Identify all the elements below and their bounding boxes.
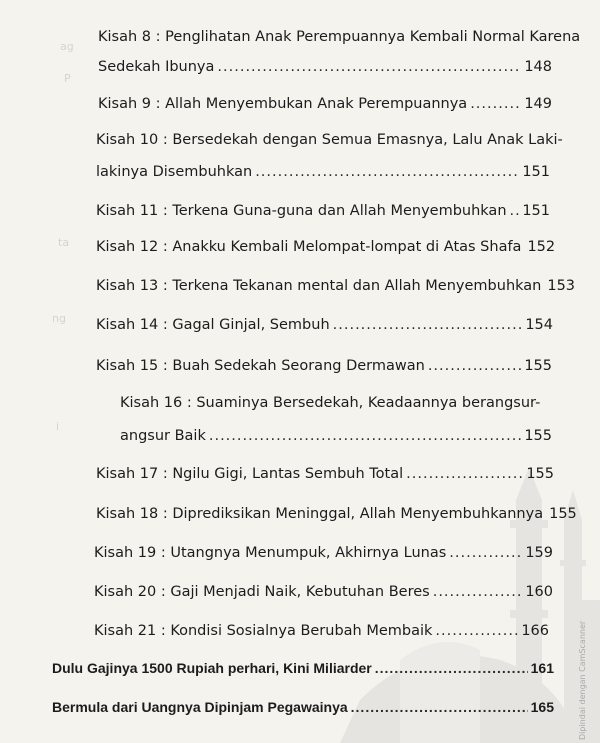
toc-entry-title: Kisah 17 : Ngilu Gigi, Lantas Sembuh Total [96, 466, 404, 482]
toc-page-number: 152 [527, 239, 556, 255]
leader-dots [449, 543, 522, 563]
toc-page-number: 148 [524, 59, 552, 75]
toc-page-number: 155 [549, 506, 577, 522]
leader-dots [351, 697, 528, 717]
toc-entry-line: Kisah 8 : Penglihatan Anak Perempuannya Kembali Normal Karena [98, 29, 581, 45]
toc-page-number: 149 [524, 96, 552, 112]
toc-entry[interactable] [96, 162, 550, 182]
leader-dots [428, 356, 521, 376]
toc-chapter[interactable] [52, 697, 554, 717]
leader-dots [435, 621, 518, 641]
leader-dots [209, 426, 521, 446]
leader-dots [255, 162, 519, 182]
toc-entry-title: Kisah 12 : Anakku Kembali Melompat-lompat di Atas Shafa [96, 239, 522, 255]
toc-page-number: 155 [524, 428, 552, 444]
leader-dots [375, 658, 528, 678]
toc-entry[interactable] [120, 426, 552, 446]
toc-entry-title: Kisah 11 : Terkena Guna-guna dan Allah Menyembuhkan [96, 203, 507, 219]
toc-page-number: 153 [547, 278, 576, 294]
toc-page-number: 160 [525, 584, 553, 600]
toc-entry-line: Kisah 16 : Suaminya Bersedekah, Keadaannya berangsur- [120, 395, 541, 411]
toc-entry[interactable] [96, 464, 554, 484]
toc-entry-title: Kisah 13 : Terkena Tekanan mental dan Allah Menyembuhkan [96, 278, 542, 294]
toc-entry-title: lakinya Disembuhkan [96, 164, 253, 180]
leader-dots [217, 57, 521, 77]
toc-entry[interactable] [94, 543, 553, 563]
toc-entry[interactable] [96, 276, 576, 296]
toc-entry[interactable] [98, 94, 552, 114]
toc-entry-line: Kisah 10 : Bersedekah dengan Semua Emasnya, Lalu Anak Laki- [96, 132, 563, 148]
leader-dots [333, 315, 523, 335]
toc-entry-title: Kisah 20 : Gaji Menjadi Naik, Kebutuhan Beres [94, 584, 430, 600]
leader-dots [433, 582, 523, 602]
toc-page-number: 165 [530, 699, 554, 715]
toc-entry-title: Sedekah Ibunya [98, 59, 215, 75]
toc-chapter-title: Dulu Gajinya 1500 Rupiah perhari, Kini Miliarder [52, 660, 372, 676]
toc-entry[interactable] [96, 356, 552, 376]
toc-page-number: 154 [525, 317, 553, 333]
toc-page-number: 159 [525, 545, 553, 561]
toc-entry-title: angsur Baik [120, 428, 206, 444]
leader-dots [406, 464, 523, 484]
toc-entry[interactable] [96, 504, 577, 524]
toc-page-number: 166 [521, 623, 549, 639]
toc-entry-title: Kisah 14 : Gagal Ginjal, Sembuh [96, 317, 330, 333]
toc-entry-title: Kisah 15 : Buah Sedekah Seorang Dermawan [96, 358, 425, 374]
toc-entry-title: Kisah 9 : Allah Menyembukan Anak Perempuannya [98, 96, 468, 112]
scanner-watermark: Dipindai dengan CamScanner [578, 620, 587, 740]
toc-entry[interactable] [98, 57, 552, 77]
toc-entry-title: Kisah 21 : Kondisi Sosialnya Berubah Membaik [94, 623, 433, 639]
toc-page-number: 151 [522, 203, 550, 219]
toc-entry[interactable] [96, 315, 553, 335]
toc-page-number: 155 [524, 358, 552, 374]
toc-page-number: 155 [526, 466, 554, 482]
toc-entry-title: Kisah 19 : Utangnya Menumpuk, Akhirnya Lunas [94, 545, 447, 561]
toc-entry[interactable] [94, 621, 549, 641]
toc-page: ag P ta ng i Kisah 8 : Penglihatan Anak Perempuannya Kembali Normal Karena Sedekah Ibunya ..... 148 Kisah 9 : Allah Menyembukan Anak Perempuannya ..... 149 Kisah 10 : Bersedekah dengan Semua Emasnya, Lalu Anak Laki- lakinya Disembuhkan ..... 151 Kisah 11 : Terkena Guna-guna dan Allah Menyembuhkan ..... 151 Kisah 12 : Anakku Kembali Melompat-lompat di Atas Shafa 152 Kisah 13 : Terkena Tekanan mental dan Allah Menyembuhkan 153 Kisah 14 : Gagal Ginjal, Sembuh ..... 154 Kisah 15 : Buah Sedekah Seorang Dermawan ..... 155 Kisah 16 : Suaminya Bersedekah, Keadaannya berangsur- angsur Baik ..... 155 Kisah 17 : Ngilu Gigi, Lantas Sembuh Total ..... 155 Kisah 18 : Diprediksikan Meninggal, Allah Menyembuhkannya 155 Kisah 19 : Utangnya Menumpuk, Akhirnya Lunas ..... 159 Kisah 20 : Gaji Menjadi Naik, Kebutuhan Beres ..... 160 Kisah 21 : Kondisi Sosialnya Berubah Membaik ..... 166 Dulu Gajinya 1500 Rupiah perhari, Kini Miliarder ..... 161 Bermula dari Uangnya Dipinjam Pegawainya ..... 165 Dipindai dengan CamScanner [0, 0, 600, 743]
leader-dots [470, 94, 521, 114]
toc-chapter[interactable] [52, 658, 554, 678]
toc-entry-title: Kisah 18 : Diprediksikan Meninggal, Allah Menyembuhkannya [96, 506, 544, 522]
toc-page-number: 161 [530, 660, 554, 676]
toc-chapter-title: Bermula dari Uangnya Dipinjam Pegawainya [52, 699, 348, 715]
toc-entry[interactable] [94, 582, 553, 602]
toc-entry[interactable] [96, 201, 550, 221]
leader-dots [510, 201, 520, 221]
toc-page-number: 151 [522, 164, 550, 180]
toc-entry[interactable] [96, 237, 555, 257]
